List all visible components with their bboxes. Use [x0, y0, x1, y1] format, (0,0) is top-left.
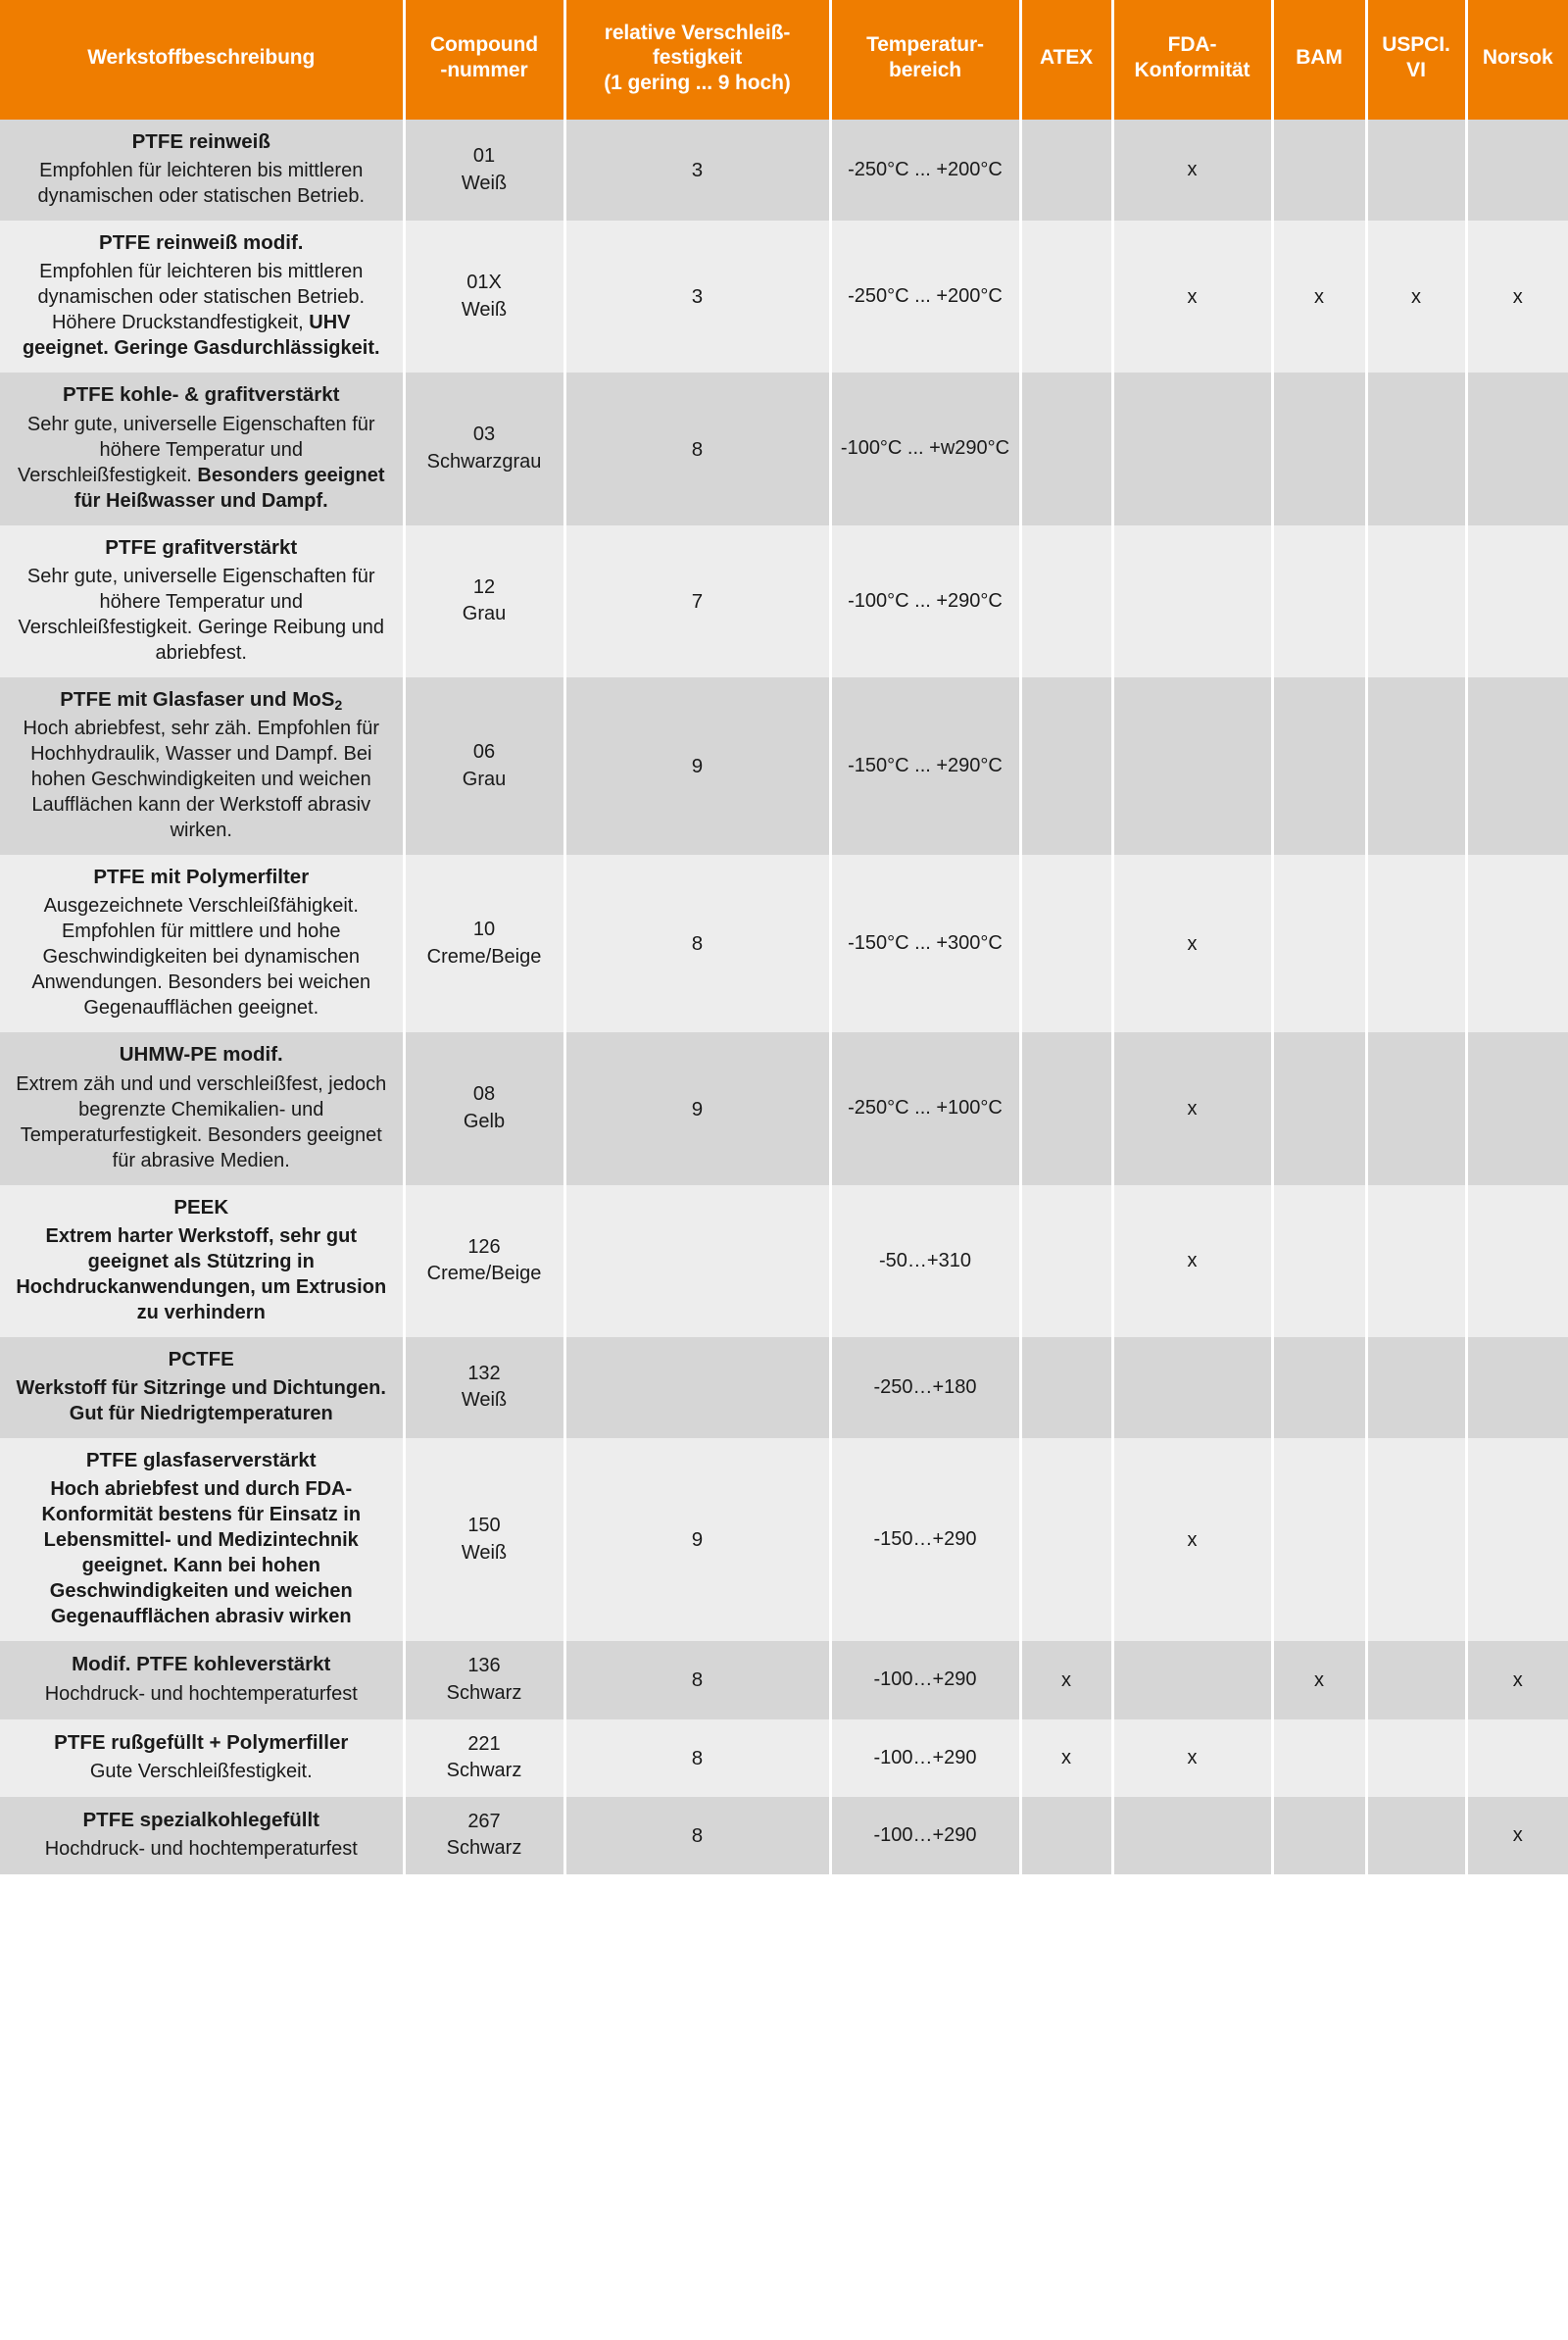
uspci-vi-mark: [1366, 1032, 1466, 1184]
wear-resistance-value: 9: [564, 1032, 830, 1184]
table-row: [0, 1797, 1568, 1874]
atex-mark: [1020, 525, 1112, 677]
uspci-vi-mark: [1366, 120, 1466, 221]
material-description-cell: [0, 1032, 404, 1184]
material-title: UHMW-PE modif.: [119, 1043, 283, 1067]
material-title: PEEK: [173, 1195, 229, 1219]
material-description-cell: [0, 1641, 404, 1718]
atex-mark: [1020, 120, 1112, 221]
fda-konformitaet-mark: x: [1112, 1719, 1272, 1797]
material-description-text: Hoch abriebfest und durch FDA-Konformität bestens für Einsatz in Lebensmittel- und Medizintechnik geeignet. Kann bei hohen Geschwindigkeiten und weichen Gegenaufflächen abrasiv wirken: [41, 1478, 362, 1628]
compound-number: 01: [472, 145, 496, 168]
compound-number: 126: [467, 1235, 501, 1258]
compound-color: Schwarz: [446, 1760, 522, 1782]
uspci-vi-mark: [1366, 677, 1466, 855]
wear-resistance-value: 9: [564, 677, 830, 855]
compound-number: 132: [467, 1362, 501, 1384]
bam-mark: [1272, 677, 1366, 855]
atex-mark: [1020, 1797, 1112, 1874]
material-description-cell: [0, 1337, 404, 1438]
table-row: [0, 1719, 1568, 1797]
compound-number: 12: [472, 575, 496, 598]
temperature-range-value: -100…+290: [830, 1797, 1020, 1874]
compound-number: 221: [467, 1732, 501, 1755]
temperature-range-value: -100…+290: [830, 1641, 1020, 1718]
norsok-mark: [1466, 373, 1568, 524]
compound-color: Weiß: [461, 1541, 508, 1564]
material-title: PTFE reinweiß modif.: [99, 231, 304, 255]
bam-mark: [1272, 120, 1366, 221]
compound-number-cell: [404, 1032, 564, 1184]
fda-konformitaet-mark: x: [1112, 855, 1272, 1032]
atex-mark: [1020, 373, 1112, 524]
uspci-vi-mark: [1366, 373, 1466, 524]
atex-mark: [1020, 1337, 1112, 1438]
table-row: [0, 1641, 1568, 1718]
compound-number-cell: [404, 1438, 564, 1641]
material-description-cell: [0, 1185, 404, 1337]
table-body: [0, 120, 1568, 1874]
uspci-vi-mark: [1366, 1641, 1466, 1718]
material-description-text: Empfohlen für leichteren bis mittleren dynamischen oder statischen Betrieb.: [37, 160, 365, 208]
compound-number-cell: [404, 120, 564, 221]
column-header-compoundnummer-line2: -nummer: [440, 59, 528, 81]
compound-number: 06: [472, 740, 496, 763]
norsok-mark: [1466, 1185, 1568, 1337]
fda-konformitaet-mark: [1112, 1797, 1272, 1874]
uspci-vi-mark: [1366, 1719, 1466, 1797]
compound-number: 136: [467, 1655, 501, 1677]
material-description-text: Sehr gute, universelle Eigenschaften für höhere Temperatur und Verschleißfestigkeit. Besonders geeignet für Heißwasser und Dampf.: [17, 413, 385, 512]
material-description-text: Werkstoff für Sitzringe und Dichtungen. Gut für Niedrigtemperaturen: [16, 1377, 386, 1425]
table-row: [0, 525, 1568, 677]
material-description-text: Empfohlen für leichteren bis mittleren dynamischen oder statischen Betrieb. Höhere Druckstandfestigkeit, UHV geeignet. Geringe Gasdurchlässigkeit.: [22, 261, 380, 360]
compound-number-cell: [404, 221, 564, 373]
compound-number-cell: [404, 525, 564, 677]
fda-konformitaet-mark: x: [1112, 120, 1272, 221]
norsok-mark: x: [1466, 1641, 1568, 1718]
temperature-range-value: -250°C ... +100°C: [830, 1032, 1020, 1184]
material-description-cell: [0, 1719, 404, 1797]
material-title: PTFE mit Polymerfilter: [93, 866, 310, 889]
uspci-vi-mark: [1366, 1337, 1466, 1438]
column-header-fda-line2: Konformität: [1134, 59, 1250, 81]
compound-color: Schwarz: [446, 1837, 522, 1860]
column-header-fda-line1: FDA-: [1167, 33, 1217, 57]
compound-number-cell: [404, 677, 564, 855]
wear-resistance-value: 8: [564, 1797, 830, 1874]
norsok-mark: [1466, 855, 1568, 1032]
bam-mark: [1272, 525, 1366, 677]
material-description-text: Gute Verschleißfestigkeit.: [89, 1760, 313, 1782]
temperature-range-value: -50…+310: [830, 1185, 1020, 1337]
material-description-cell: [0, 373, 404, 524]
table-row: [0, 1185, 1568, 1337]
header-row: [0, 0, 1568, 120]
norsok-mark: [1466, 1337, 1568, 1438]
compound-number-cell: [404, 1719, 564, 1797]
table-row: [0, 677, 1568, 855]
bam-mark: [1272, 1438, 1366, 1641]
table-row: [0, 1032, 1568, 1184]
atex-mark: x: [1020, 1641, 1112, 1718]
fda-konformitaet-mark: x: [1112, 1032, 1272, 1184]
table-row: [0, 221, 1568, 373]
compound-color: Weiß: [461, 298, 508, 321]
column-header-bam: BAM: [1272, 0, 1366, 120]
temperature-range-value: -250…+180: [830, 1337, 1020, 1438]
wear-resistance-value: [564, 1185, 830, 1337]
wear-resistance-value: 8: [564, 1641, 830, 1718]
material-description-cell: [0, 120, 404, 221]
column-header-verschleissfestigkeit-line1: relative Verschleiß-: [604, 21, 791, 44]
compound-color: Grau: [462, 768, 507, 790]
compound-number: 10: [472, 919, 496, 941]
uspci-vi-mark: [1366, 1797, 1466, 1874]
material-description-text: Ausgezeichnete Verschleißfähigkeit. Empfohlen für mittlere und hohe Geschwindigkeiten bei dynamischen Anwendungen. Besonders bei weichen Gegenaufflächen geeignet.: [31, 895, 371, 1020]
material-description-cell: [0, 677, 404, 855]
column-header-compoundnummer: [404, 0, 564, 120]
material-description-text: Hochdruck- und hochtemperaturfest: [44, 1682, 358, 1705]
norsok-mark: [1466, 120, 1568, 221]
wear-resistance-value: 8: [564, 373, 830, 524]
material-description-text: Hochdruck- und hochtemperaturfest: [44, 1837, 358, 1860]
fda-konformitaet-mark: x: [1112, 221, 1272, 373]
temperature-range-value: -100…+290: [830, 1719, 1020, 1797]
fda-konformitaet-mark: [1112, 525, 1272, 677]
uspci-vi-mark: [1366, 855, 1466, 1032]
wear-resistance-value: 8: [564, 855, 830, 1032]
compound-color: Schwarzgrau: [426, 451, 542, 473]
material-description-cell: [0, 525, 404, 677]
bam-mark: [1272, 373, 1366, 524]
material-title: PTFE spezialkohlegefüllt: [82, 1808, 319, 1831]
material-title: PCTFE: [168, 1347, 234, 1370]
compound-number-cell: [404, 855, 564, 1032]
material-description-cell: [0, 1438, 404, 1641]
temperature-range-value: -150…+290: [830, 1438, 1020, 1641]
column-header-temperaturbereich: [830, 0, 1020, 120]
norsok-mark: x: [1466, 221, 1568, 373]
column-header-verschleissfestigkeit-line2: festigkeit: [652, 46, 743, 70]
atex-mark: [1020, 855, 1112, 1032]
bam-mark: [1272, 1032, 1366, 1184]
material-title: PTFE grafitverstärkt: [105, 535, 298, 559]
compound-number-cell: [404, 373, 564, 524]
fda-konformitaet-mark: [1112, 1641, 1272, 1718]
fda-konformitaet-mark: x: [1112, 1185, 1272, 1337]
column-header-fda-konformitaet: [1112, 0, 1272, 120]
table-header: [0, 0, 1568, 120]
table-row: [0, 1438, 1568, 1641]
norsok-mark: [1466, 525, 1568, 677]
column-header-uspci-line2: VI: [1406, 59, 1426, 81]
compound-number-cell: [404, 1185, 564, 1337]
column-header-werkstoffbeschreibung: Werkstoffbeschreibung: [0, 0, 404, 120]
column-header-temperaturbereich-line1: Temperatur-: [866, 33, 984, 57]
compound-color: Grau: [462, 603, 507, 625]
compound-number: 150: [467, 1515, 501, 1537]
compound-number-cell: [404, 1641, 564, 1718]
column-header-atex: ATEX: [1020, 0, 1112, 120]
wear-resistance-value: 3: [564, 221, 830, 373]
bam-mark: [1272, 1337, 1366, 1438]
atex-mark: [1020, 1438, 1112, 1641]
material-title: PTFE mit Glasfaser und MoS$_2$: [60, 687, 343, 713]
atex-mark: [1020, 1185, 1112, 1337]
norsok-mark: x: [1466, 1797, 1568, 1874]
table-row: [0, 120, 1568, 221]
fda-konformitaet-mark: [1112, 373, 1272, 524]
table-row: [0, 1337, 1568, 1438]
table-row: [0, 373, 1568, 524]
material-description-text: Sehr gute, universelle Eigenschaften für höhere Temperatur und Verschleißfestigkeit. Geringe Reibung und abriebfest.: [18, 565, 385, 664]
table-row: [0, 855, 1568, 1032]
column-header-temperaturbereich-line2: bereich: [889, 59, 961, 81]
compound-number: 01X: [466, 272, 502, 294]
atex-mark: [1020, 1032, 1112, 1184]
temperature-range-value: -100°C ... +290°C: [830, 525, 1020, 677]
material-title: PTFE rußgefüllt + Polymerfiller: [54, 1730, 349, 1754]
material-description-text: Extrem zäh und und verschleißfest, jedoch begrenzte Chemikalien- und Temperaturfestigkeit. Besonders geeignet für abrasive Medien.: [16, 1072, 387, 1171]
uspci-vi-mark: x: [1366, 221, 1466, 373]
uspci-vi-mark: [1366, 525, 1466, 677]
compound-color: Creme/Beige: [426, 945, 542, 968]
fda-konformitaet-mark: [1112, 1337, 1272, 1438]
material-title: PTFE kohle- & grafitverstärkt: [62, 383, 340, 407]
compound-number-cell: [404, 1337, 564, 1438]
compound-number: 03: [472, 423, 496, 446]
compound-color: Schwarz: [446, 1681, 522, 1704]
material-description-cell: [0, 221, 404, 373]
column-header-verschleissfestigkeit-line3: (1 gering ... 9 hoch): [604, 71, 791, 94]
compound-color: Gelb: [463, 1111, 506, 1133]
column-header-uspci-vi: [1366, 0, 1466, 120]
atex-mark: [1020, 221, 1112, 373]
material-title: PTFE reinweiß: [131, 130, 270, 153]
atex-mark: x: [1020, 1719, 1112, 1797]
norsok-mark: [1466, 1719, 1568, 1797]
wear-resistance-value: 3: [564, 120, 830, 221]
material-description-text: Extrem harter Werkstoff, sehr gut geeignet als Stützring in Hochdruckanwendungen, um Extrusion zu verhindern: [16, 1224, 387, 1323]
bam-mark: [1272, 855, 1366, 1032]
material-title: Modif. PTFE kohleverstärkt: [72, 1653, 331, 1676]
compound-color: Weiß: [461, 1389, 508, 1412]
column-header-compoundnummer-line1: Compound: [429, 33, 538, 57]
material-title: PTFE glasfaserverstärkt: [85, 1449, 317, 1472]
norsok-mark: [1466, 677, 1568, 855]
temperature-range-value: -150°C ... +300°C: [830, 855, 1020, 1032]
temperature-range-value: -250°C ... +200°C: [830, 221, 1020, 373]
column-header-uspci-line1: USPCI.: [1382, 33, 1450, 57]
compound-number: 267: [467, 1810, 501, 1832]
bam-mark: x: [1272, 1641, 1366, 1718]
bam-mark: [1272, 1185, 1366, 1337]
column-header-verschleissfestigkeit: [564, 0, 830, 120]
bam-mark: [1272, 1719, 1366, 1797]
temperature-range-value: -250°C ... +200°C: [830, 120, 1020, 221]
wear-resistance-value: 7: [564, 525, 830, 677]
fda-konformitaet-mark: [1112, 677, 1272, 855]
norsok-mark: [1466, 1032, 1568, 1184]
temperature-range-value: -150°C ... +290°C: [830, 677, 1020, 855]
material-description-cell: [0, 855, 404, 1032]
compound-number: 08: [472, 1083, 496, 1106]
compound-color: Weiß: [461, 172, 508, 194]
compound-color: Creme/Beige: [426, 1263, 542, 1285]
material-description-cell: [0, 1797, 404, 1874]
wear-resistance-value: 8: [564, 1719, 830, 1797]
norsok-mark: [1466, 1438, 1568, 1641]
bam-mark: x: [1272, 221, 1366, 373]
material-description-text: Hoch abriebfest, sehr zäh. Empfohlen für Hochhydraulik, Wasser und Dampf. Bei hohen Geschwindigkeiten und weichen Laufflächen kann der Werkstoff abrasiv wirken.: [23, 718, 380, 842]
uspci-vi-mark: [1366, 1438, 1466, 1641]
wear-resistance-value: 9: [564, 1438, 830, 1641]
temperature-range-value: -100°C ... +w290°C: [830, 373, 1020, 524]
atex-mark: [1020, 677, 1112, 855]
bam-mark: [1272, 1797, 1366, 1874]
wear-resistance-value: [564, 1337, 830, 1438]
uspci-vi-mark: [1366, 1185, 1466, 1337]
column-header-norsok: Norsok: [1466, 0, 1568, 120]
fda-konformitaet-mark: x: [1112, 1438, 1272, 1641]
compound-number-cell: [404, 1797, 564, 1874]
